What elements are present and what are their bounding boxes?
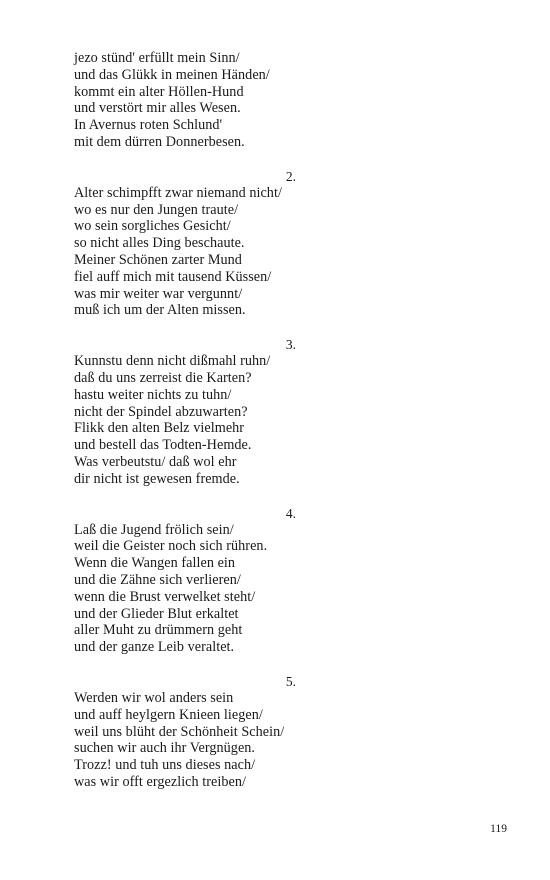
page-number: 119 [490, 823, 507, 835]
stanza-number: 2. [285, 168, 296, 184]
verse-line: weil uns blüht der Schönheit Schein/ [74, 723, 285, 740]
verse-line: nicht der Spindel abzuwarten? [74, 403, 248, 420]
verse-line: fiel auff mich mit tausend Küssen/ [74, 268, 272, 285]
verse-line: muß ich um der Alten missen. [74, 302, 246, 319]
stanza-number: 5. [285, 673, 296, 689]
verse-line: Alter schimpfft zwar niemand nicht/ [74, 184, 282, 201]
verse-line: Trozz! und tuh uns dieses nach/ [74, 757, 256, 774]
verse-line: mit dem dürren Donnerbesen. [74, 133, 245, 150]
poem-text [74, 50, 514, 791]
stanza-2 [74, 168, 514, 319]
verse-line: dir nicht ist gewesen fremde. [74, 470, 240, 487]
verse-line: weil die Geister noch sich rühren. [74, 538, 268, 555]
verse-line: und der Glieder Blut erkaltet [74, 605, 239, 622]
verse-line: und das Glükk in meinen Händen/ [74, 66, 270, 83]
verse-line: Meiner Schönen zarter Mund [74, 251, 242, 268]
verse-line: In Avernus roten Schlund' [74, 117, 223, 134]
verse-line: und die Zähne sich verlieren/ [74, 571, 241, 588]
verse-line: aller Muht zu drümmern geht [74, 622, 243, 639]
stanza-3 [74, 336, 514, 487]
verse-line: Werden wir wol anders sein [74, 689, 234, 706]
verse-line: wenn die Brust verwelket steht/ [74, 588, 256, 605]
stanza-number: 4. [285, 505, 296, 521]
verse-line: wo sein sorgliches Gesicht/ [74, 218, 231, 235]
verse-line: und der ganze Leib veraltet. [74, 639, 235, 656]
verse-line: hastu weiter nichts zu tuhn/ [74, 386, 232, 403]
verse-line: was mir weiter war vergunnt/ [74, 285, 243, 302]
verse-line: und bestell das Todten-Hemde. [74, 437, 252, 454]
verse-line: Flikk den alten Belz vielmehr [74, 420, 245, 437]
verse-line: was wir offt ergezlich treiben/ [74, 773, 247, 790]
verse-line: daß du uns zerreist die Karten? [74, 369, 252, 386]
verse-line: so nicht alles Ding beschaute. [74, 235, 245, 252]
verse-line: jezo stünd' erfüllt mein Sinn/ [74, 50, 240, 66]
verse-line: Kunnstu denn nicht dißmahl ruhn/ [74, 353, 271, 370]
stanza-4 [74, 505, 514, 656]
verse-line: und verstört mir alles Wesen. [74, 100, 241, 117]
verse-line: Wenn die Wangen fallen ein [74, 555, 236, 572]
stanza-number: 3. [285, 337, 296, 353]
verse-line: Laß die Jugend frölich sein/ [74, 521, 234, 538]
verse-line: Was verbeutstu/ daß wol ehr [74, 453, 237, 470]
stanza-1 [74, 50, 514, 151]
verse-line: wo es nur den Jungen traute/ [74, 201, 239, 218]
verse-line: kommt ein alter Höllen-Hund [74, 83, 244, 100]
verse-line: suchen wir auch ihr Vergnügen. [74, 740, 256, 757]
verse-line: und auff heylgern Knieen liegen/ [74, 706, 263, 723]
stanza-5 [74, 673, 514, 791]
